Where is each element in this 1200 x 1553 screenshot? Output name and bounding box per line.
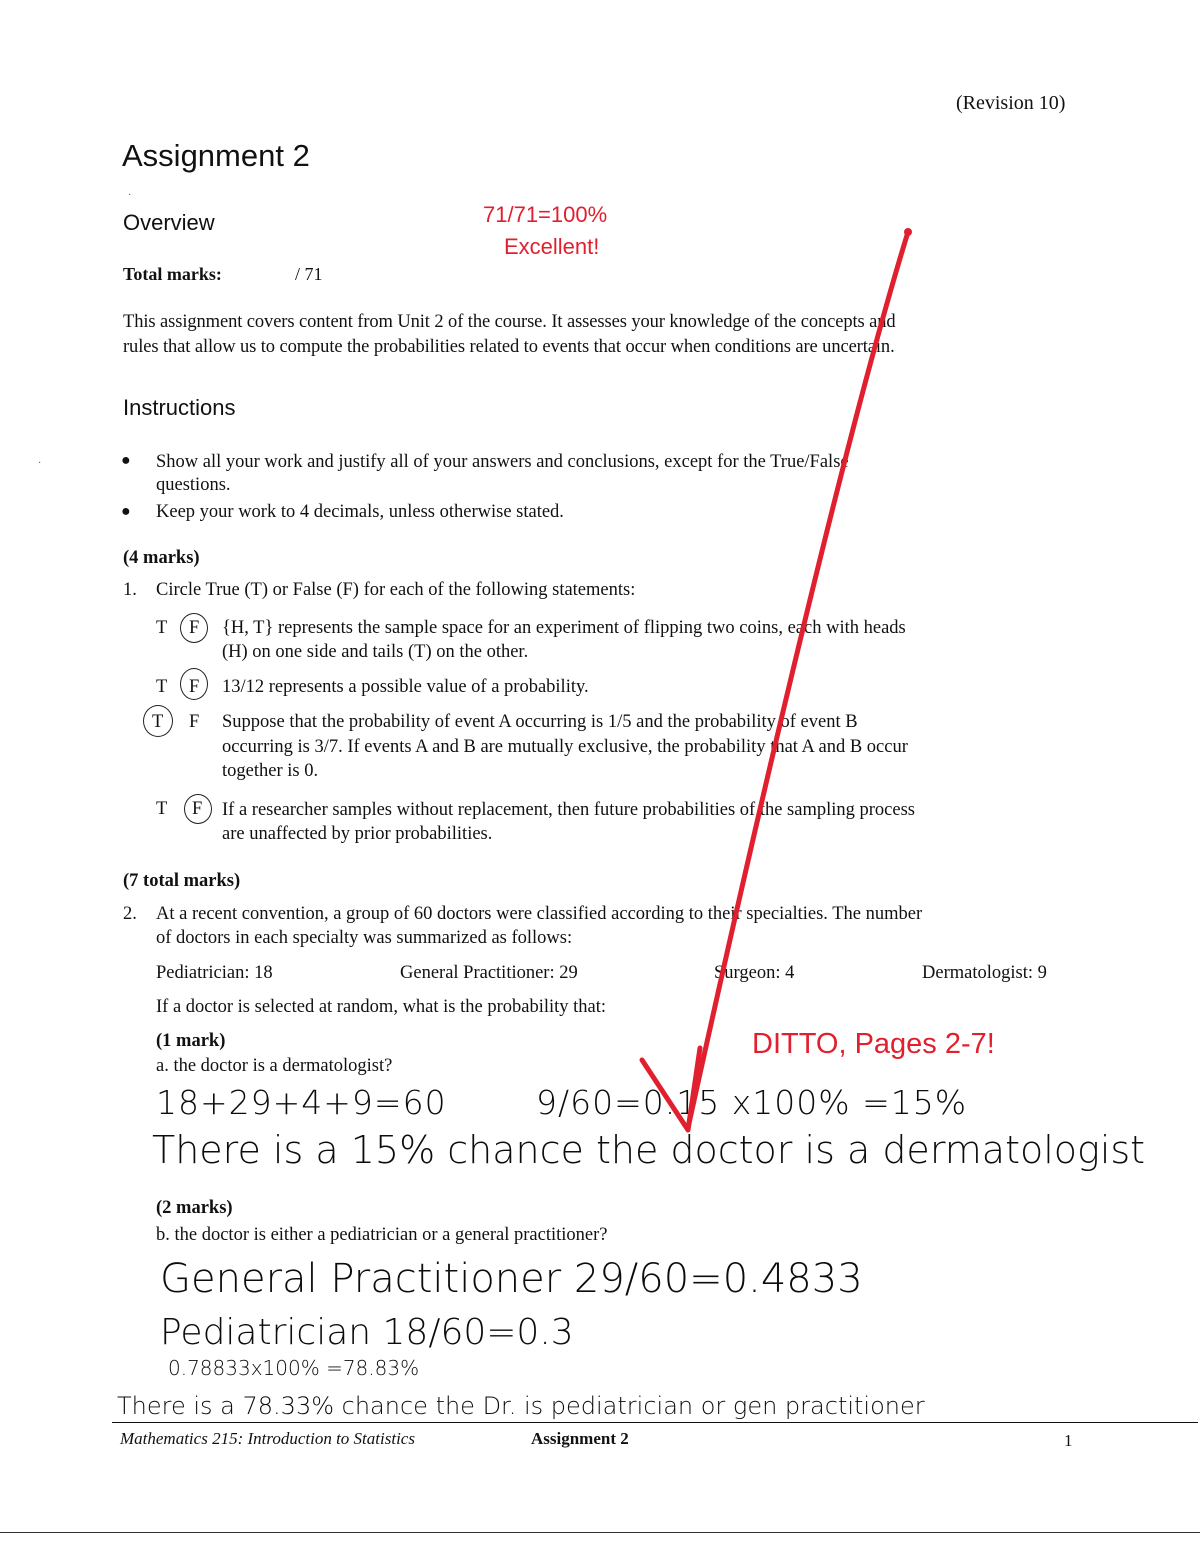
footer-course: Mathematics 215: Introduction to Statistics xyxy=(120,1429,415,1448)
q2-random-prompt: If a doctor is selected at random, what is the probability that: xyxy=(156,997,607,1017)
grade-comment: Excellent! xyxy=(504,234,600,259)
specialty-pediatrician: Pediatrician: 18 xyxy=(156,963,273,983)
part-a-work-probability: 9/60=0.15 x100% =15% xyxy=(536,1083,968,1122)
grade-score: 71/71=100% xyxy=(483,202,608,227)
answer-circle-icon xyxy=(184,794,212,824)
q1-item3-line3: together is 0. xyxy=(222,761,319,781)
q1-item1-t: T xyxy=(156,618,168,638)
revision-label: (Revision 10) xyxy=(956,92,1066,114)
q1-item1-line1: {H, T} represents the sample space for an experiment of flipping two coins, each with heads xyxy=(222,618,906,638)
part-b-work-pediatrician: Pediatrician 18/60=0.3 xyxy=(160,1312,574,1353)
q2-number: 2. xyxy=(123,904,137,924)
part-a-marks: (1 mark) xyxy=(156,1031,226,1051)
stray-mark: · xyxy=(38,458,42,469)
q2-prompt-line1: At a recent convention, a group of 60 doctors were classified according to their specialties. The number xyxy=(156,904,923,924)
overview-paragraph-line1: This assignment covers content from Unit 2 of the course. It assesses your knowledge of the concepts and xyxy=(123,312,896,332)
q1-item4-line1: If a researcher samples without replacement, then future probabilities of the sampling process xyxy=(222,800,915,820)
part-b-question: b. the doctor is either a pediatrician or a general practitioner? xyxy=(156,1225,608,1245)
part-b-answer: There is a 78.33% chance the Dr. is pediatrician or gen practitioner xyxy=(117,1392,925,1420)
q1-prompt: Circle True (T) or False (F) for each of the following statements: xyxy=(156,580,636,600)
specialty-dermatologist: Dermatologist: 9 xyxy=(922,963,1047,983)
q1-item4-t: T xyxy=(156,799,168,819)
answer-circle-icon xyxy=(143,705,173,737)
q2-prompt-line2: of doctors in each specialty was summarized as follows: xyxy=(156,928,573,948)
overview-heading: Overview xyxy=(123,210,215,235)
q1-item2-f: F xyxy=(189,677,200,697)
part-b-work-total: 0.78833x100% =78.83% xyxy=(168,1356,420,1380)
q1-item3-f: F xyxy=(189,712,200,732)
answer-circle-icon xyxy=(180,668,208,700)
instruction-2: Keep your work to 4 decimals, unless otherwise stated. xyxy=(156,502,564,522)
total-marks-value: / 71 xyxy=(295,264,323,284)
q1-item1-line2: (H) on one side and tails (T) on the other. xyxy=(222,642,529,662)
q1-item3-line1: Suppose that the probability of event A occurring is 1/5 and the probability of event B xyxy=(222,712,858,732)
part-a-work-sum: 18+29+4+9=60 xyxy=(156,1083,447,1122)
q1-item3-line2: occurring is 3/7. If events A and B are mutually exclusive, the probability that A and B occur xyxy=(222,737,908,757)
q1-item4-line2: are unaffected by prior probabilities. xyxy=(222,824,493,844)
bullet-icon: ● xyxy=(121,503,131,520)
q1-number: 1. xyxy=(123,580,137,600)
q1-item4-f: F xyxy=(192,799,203,819)
q1-item2-t: T xyxy=(156,677,168,697)
part-a-question: a. the doctor is a dermatologist? xyxy=(156,1056,393,1076)
answer-underline xyxy=(112,1422,1198,1423)
page-title: Assignment 2 xyxy=(122,138,310,173)
footer-assignment: Assignment 2 xyxy=(531,1429,629,1448)
q1-item3-t: T xyxy=(152,712,164,732)
instructions-heading: Instructions xyxy=(123,395,236,420)
q2-marks: (7 total marks) xyxy=(123,871,241,891)
part-a-answer: There is a 15% chance the doctor is a dermatologist xyxy=(152,1128,1146,1172)
q1-item2-line1: 13/12 represents a possible value of a probability. xyxy=(222,677,589,697)
part-b-work-gp: General Practitioner 29/60=0.4833 xyxy=(160,1256,863,1302)
specialty-surgeon: Surgeon: 4 xyxy=(714,963,795,983)
scan-edge-line xyxy=(0,1532,1200,1533)
overview-paragraph-line2: rules that allow us to compute the probabilities related to events that occur when conditions are uncertain. xyxy=(123,337,895,357)
total-marks-label: Total marks: xyxy=(123,264,222,284)
answer-circle-icon xyxy=(180,613,208,643)
specialty-general-practitioner: General Practitioner: 29 xyxy=(400,963,578,983)
ditto-note: DITTO, Pages 2-7! xyxy=(752,1028,995,1060)
part-b-marks: (2 marks) xyxy=(156,1198,233,1218)
instruction-1-line1: Show all your work and justify all of your answers and conclusions, except for the True/False xyxy=(156,452,849,472)
q1-item1-f: F xyxy=(189,618,200,638)
footer-page-number: 1 xyxy=(1064,1431,1073,1450)
instruction-1-line2: questions. xyxy=(156,475,231,495)
stray-mark: · xyxy=(128,190,132,201)
q1-marks: (4 marks) xyxy=(123,548,200,568)
bullet-icon: ● xyxy=(121,452,131,469)
